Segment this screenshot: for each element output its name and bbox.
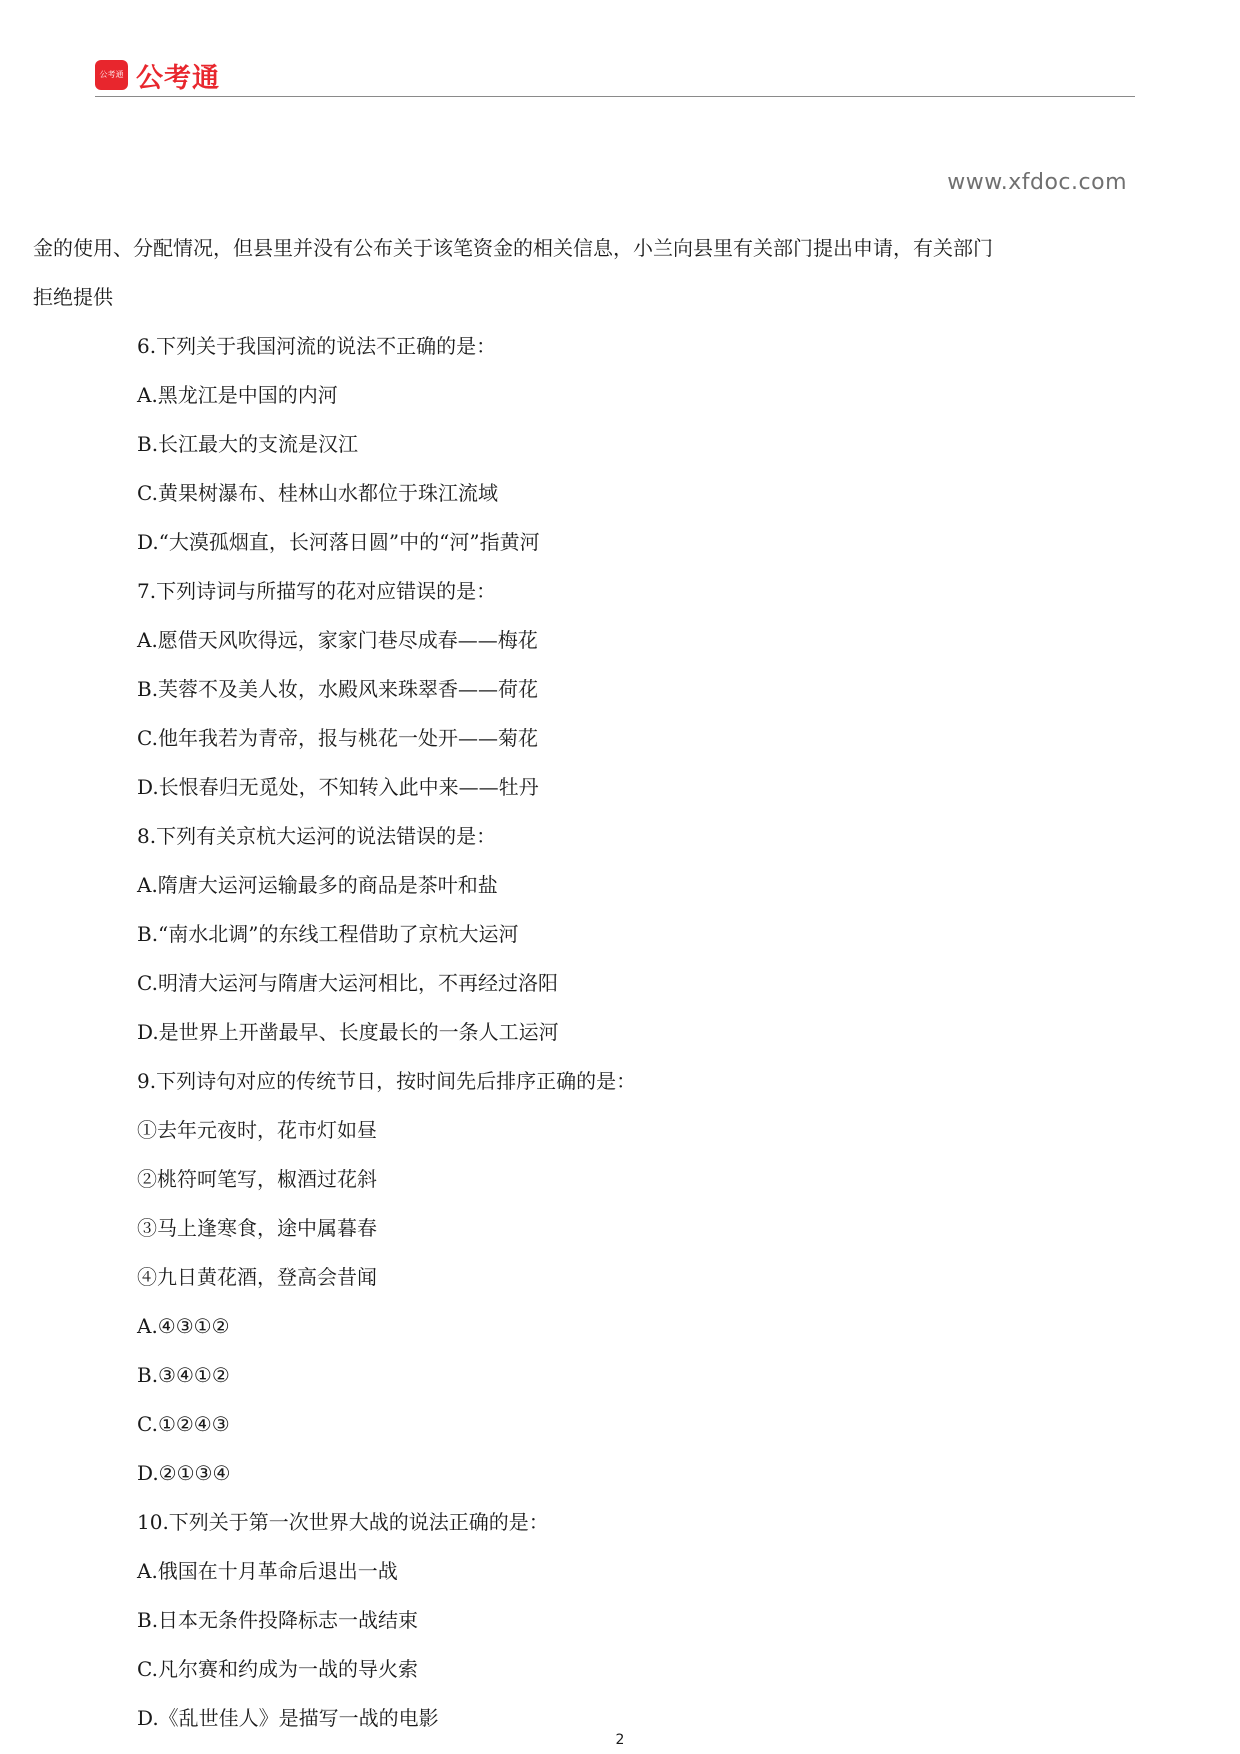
answer-option: A.④③①②: [137, 1314, 230, 1338]
poem-line: ①去年元夜时，花市灯如昼: [137, 1118, 377, 1142]
answer-option: C.明清大运河与隋唐大运河相比，不再经过洛阳: [137, 971, 558, 995]
answer-option: A.愿借天风吹得远，家家门巷尽成春——梅花: [137, 628, 538, 652]
answer-option: B.“南水北调”的东线工程借助了京杭大运河: [137, 922, 519, 946]
question-stem: 6.下列关于我国河流的说法不正确的是：: [137, 334, 497, 358]
answer-option: D.长恨春归无觅处，不知转入此中来——牡丹: [137, 775, 539, 799]
answer-option: C.他年我若为青帝，报与桃花一处开——菊花: [137, 726, 538, 750]
answer-option: B.③④①②: [137, 1363, 230, 1387]
page-number: 2: [615, 1732, 625, 1748]
poem-line: ②桃符呵笔写，椒酒过花斜: [137, 1167, 377, 1191]
answer-option: B.日本无条件投降标志一战结束: [137, 1608, 419, 1632]
answer-option: D.②①③④: [137, 1461, 231, 1485]
answer-option: D.“大漠孤烟直，长河落日圆”中的“河”指黄河: [137, 530, 540, 554]
question-stem: 8.下列有关京杭大运河的说法错误的是：: [137, 824, 497, 848]
answer-option: A.俄国在十月革命后退出一战: [137, 1559, 398, 1583]
poem-line: ③马上逢寒食，途中属暮春: [137, 1216, 377, 1240]
answer-option: B.芙蓉不及美人妆，水殿风来珠翠香——荷花: [137, 677, 539, 701]
continuation-text: 金的使用、分配情况，但县里并没有公布关于该笔资金的相关信息，小兰向县里有关部门提出申请，有关部门: [33, 236, 993, 260]
answer-option: A.黑龙江是中国的内河: [137, 383, 338, 407]
header: [95, 58, 1135, 98]
watermark-url: www.xfdoc.com: [947, 170, 1127, 195]
continuation-text: 拒绝提供: [33, 285, 113, 309]
logo-badge: 公考通: [95, 60, 128, 90]
answer-option: B.长江最大的支流是汉江: [137, 432, 359, 456]
answer-option: C.凡尔赛和约成为一战的导火索: [137, 1657, 418, 1681]
question-stem: 10.下列关于第一次世界大战的说法正确的是：: [137, 1510, 549, 1534]
logo-text: 公考通: [136, 63, 220, 94]
answer-option: A.隋唐大运河运输最多的商品是茶叶和盐: [137, 873, 498, 897]
question-stem: 9.下列诗句对应的传统节日，按时间先后排序正确的是：: [137, 1069, 637, 1093]
question-stem: 7.下列诗词与所描写的花对应错误的是：: [137, 579, 497, 603]
poem-line: ④九日黄花酒，登高会昔闻: [137, 1265, 377, 1289]
answer-option: C.黄果树瀑布、桂林山水都位于珠江流域: [137, 481, 498, 505]
answer-option: D.《乱世佳人》是描写一战的电影: [137, 1706, 439, 1730]
answer-option: D.是世界上开凿最早、长度最长的一条人工运河: [137, 1020, 559, 1044]
header-divider: [95, 96, 1135, 97]
answer-option: C.①②④③: [137, 1412, 230, 1436]
